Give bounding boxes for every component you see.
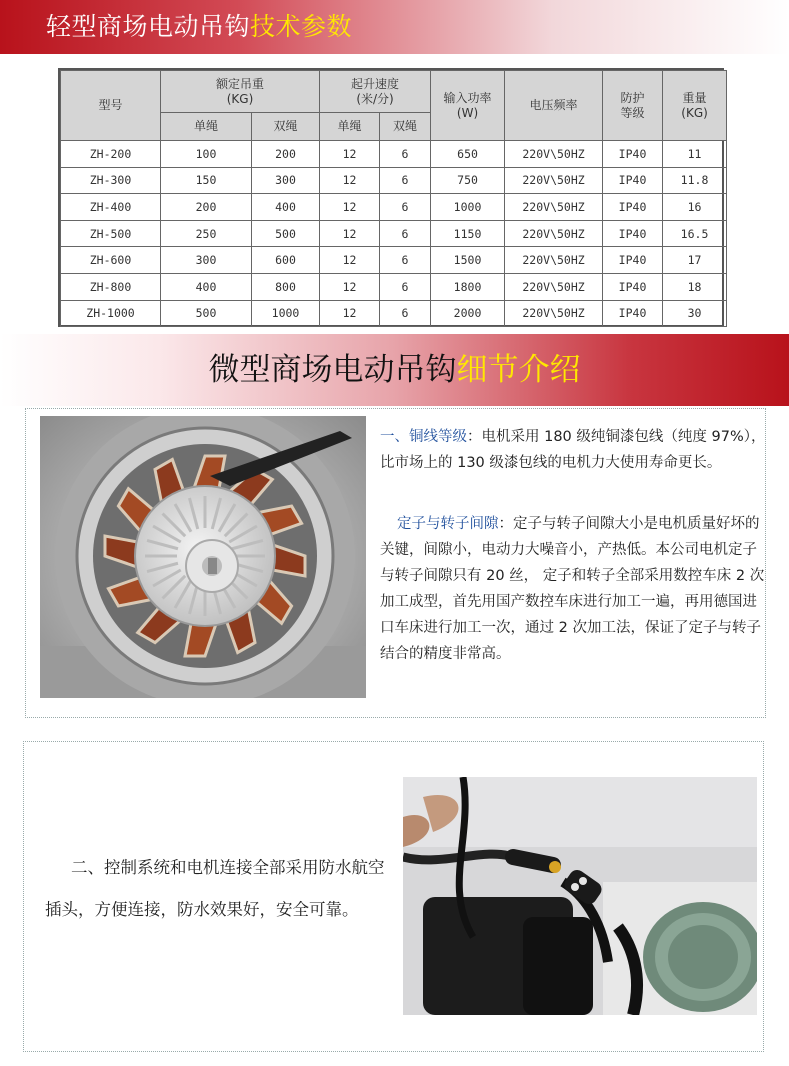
cell-load-single: 150 [161, 167, 252, 194]
cell-model: ZH-400 [61, 194, 161, 221]
header-lift-speed: 起升速度 (米/分) [320, 71, 431, 113]
cell-load-double: 800 [252, 273, 320, 300]
cell-load-single: 200 [161, 194, 252, 221]
cell-protection: IP40 [603, 167, 663, 194]
gap-text: ：定子与转子间隙大小是电机质量好坏的关键，间隙小，电动力大噪音小，产热低。本公司电机定子与转子间隙只有 20 丝， 定子和转子全部采用数控车床 2 次加工成型，首先用国产数控车床进行加工一遍，再用德国进口车床进行加工一次，通过 2 次加工法，保证了定子与转子结合的精度非常高。 [380, 516, 765, 662]
cell-weight: 17 [663, 247, 727, 274]
cell-weight: 16 [663, 194, 727, 221]
cell-speed-single: 12 [320, 273, 380, 300]
cell-voltage: 220V\50HZ [505, 220, 603, 247]
cell-load-double: 1000 [252, 300, 320, 327]
copper-paragraph [380, 424, 768, 476]
cell-power: 650 [431, 141, 505, 168]
cell-speed-double: 6 [380, 220, 431, 247]
cell-speed-single: 12 [320, 167, 380, 194]
cell-load-single: 500 [161, 300, 252, 327]
connector-paragraph: 二、控制系统和电机连接全部采用防水航空插头，方便连接，防水效果好，安全可靠。 [45, 858, 385, 919]
cell-model: ZH-200 [61, 141, 161, 168]
cell-model: ZH-500 [61, 220, 161, 247]
gap-paragraph [380, 511, 768, 667]
copper-text: ：电机采用 180 级纯铜漆包线（纯度 97%），比市场上的 130 级漆包线的电机力大使用寿命更长。 [380, 429, 766, 471]
details-banner-title-main: 微型商场电动吊钩 [208, 352, 457, 388]
cell-voltage: 220V\50HZ [505, 300, 603, 327]
cell-voltage: 220V\50HZ [505, 247, 603, 274]
cell-model: ZH-800 [61, 273, 161, 300]
spec-banner [0, 0, 789, 54]
cell-load-single: 250 [161, 220, 252, 247]
header-voltage: 电压频率 [505, 71, 603, 141]
cell-speed-single: 12 [320, 247, 380, 274]
header-model: 型号 [61, 71, 161, 141]
spec-banner-title-main: 轻型商场电动吊钩 [46, 12, 251, 41]
cell-load-double: 400 [252, 194, 320, 221]
table-row [61, 141, 727, 168]
spec-table [58, 68, 724, 327]
table-row [61, 300, 727, 327]
motor-stator-photo [40, 416, 366, 698]
cell-speed-double: 6 [380, 194, 431, 221]
cell-speed-single: 12 [320, 194, 380, 221]
cell-power: 1000 [431, 194, 505, 221]
spec-banner-title [46, 9, 352, 45]
cell-load-double: 500 [252, 220, 320, 247]
cell-speed-double: 6 [380, 273, 431, 300]
cell-voltage: 220V\50HZ [505, 273, 603, 300]
header-weight: 重量 (KG) [663, 71, 727, 141]
cell-load-double: 300 [252, 167, 320, 194]
cell-speed-double: 6 [380, 247, 431, 274]
header-load-single: 单绳 [161, 113, 252, 141]
table-row [61, 273, 727, 300]
header-load-double: 双绳 [252, 113, 320, 141]
cell-speed-single: 12 [320, 141, 380, 168]
cell-weight: 18 [663, 273, 727, 300]
cell-voltage: 220V\50HZ [505, 167, 603, 194]
header-speed-double: 双绳 [380, 113, 431, 141]
table-row [61, 167, 727, 194]
cell-power: 1800 [431, 273, 505, 300]
table-row [61, 194, 727, 221]
header-power: 输入功率 (W) [431, 71, 505, 141]
cell-power: 750 [431, 167, 505, 194]
cell-protection: IP40 [603, 194, 663, 221]
cell-power: 1500 [431, 247, 505, 274]
cell-weight: 11.8 [663, 167, 727, 194]
cell-model: ZH-300 [61, 167, 161, 194]
cell-protection: IP40 [603, 273, 663, 300]
cell-weight: 11 [663, 141, 727, 168]
cell-speed-single: 12 [320, 300, 380, 327]
cell-speed-double: 6 [380, 300, 431, 327]
details-banner-title [0, 350, 789, 390]
table-row [61, 247, 727, 274]
cell-weight: 16.5 [663, 220, 727, 247]
cell-load-single: 300 [161, 247, 252, 274]
header-rated-load: 额定吊重 (KG) [161, 71, 320, 113]
details-banner [0, 334, 789, 406]
cell-load-single: 100 [161, 141, 252, 168]
cell-power: 2000 [431, 300, 505, 327]
cell-speed-double: 6 [380, 141, 431, 168]
table-row [61, 220, 727, 247]
header-protection: 防护 等级 [603, 71, 663, 141]
connector-cable-photo [403, 777, 757, 1015]
cell-speed-single: 12 [320, 220, 380, 247]
cell-model: ZH-1000 [61, 300, 161, 327]
cell-load-double: 600 [252, 247, 320, 274]
cell-voltage: 220V\50HZ [505, 141, 603, 168]
header-speed-single: 单绳 [320, 113, 380, 141]
cell-speed-double: 6 [380, 167, 431, 194]
cell-protection: IP40 [603, 220, 663, 247]
cell-power: 1150 [431, 220, 505, 247]
cell-protection: IP40 [603, 300, 663, 327]
spec-banner-title-highlight: 技术参数 [250, 12, 353, 41]
copper-label: 一、铜线等级 [380, 429, 467, 445]
details-banner-title-highlight: 细节介绍 [456, 352, 581, 388]
cell-protection: IP40 [603, 141, 663, 168]
cell-load-single: 400 [161, 273, 252, 300]
gap-label: 定子与转子间隙 [397, 516, 499, 532]
cell-model: ZH-600 [61, 247, 161, 274]
cell-protection: IP40 [603, 247, 663, 274]
cell-load-double: 200 [252, 141, 320, 168]
cell-weight: 30 [663, 300, 727, 327]
cell-voltage: 220V\50HZ [505, 194, 603, 221]
